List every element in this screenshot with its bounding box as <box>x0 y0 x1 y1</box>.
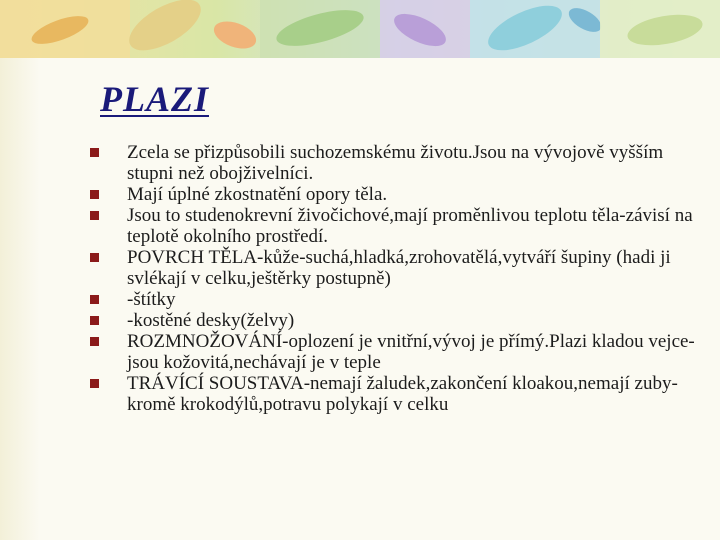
square-bullet-icon <box>90 379 99 388</box>
leaf-banner-decoration <box>0 0 720 58</box>
square-bullet-icon <box>90 190 99 199</box>
bullet-text: ROZMNOŽOVÁNÍ-oplození je vnitřní,vývoj je přímý.Plazi kladou vejce-jsou kožovitá,nechávají je v teple <box>127 331 695 373</box>
bullet-list <box>88 142 698 415</box>
square-bullet-icon <box>90 316 99 325</box>
list-item <box>88 205 698 247</box>
bullet-text: -kostěné desky(želvy) <box>127 310 295 331</box>
list-item <box>88 310 698 331</box>
slide-title: PLAZI <box>100 79 209 119</box>
list-item <box>88 373 698 415</box>
left-strip-decoration <box>0 0 40 540</box>
square-bullet-icon <box>90 295 99 304</box>
list-item <box>88 289 698 310</box>
bullet-text: -štítky <box>127 289 176 310</box>
bullet-text: TRÁVÍCÍ SOUSTAVA-nemají žaludek,zakončení kloakou,nemají zuby-kromě krokodýlů,potravu polykají v celku <box>127 373 678 415</box>
square-bullet-icon <box>90 148 99 157</box>
square-bullet-icon <box>90 211 99 220</box>
bullet-text: POVRCH TĚLA-kůže-suchá,hladká,zrohovatělá,vytváří šupiny (hadi ji svlékají v celku,ještěrky postupně) <box>127 247 671 289</box>
list-item <box>88 247 698 289</box>
square-bullet-icon <box>90 253 99 262</box>
list-item <box>88 142 698 184</box>
bullet-text: Jsou to studenokrevní živočichové,mají proměnlivou teplotu těla-závisí na teplotě okolního prostředí. <box>127 205 693 247</box>
list-item <box>88 331 698 373</box>
bullet-text: Mají úplné zkostnatění opory těla. <box>127 184 388 205</box>
square-bullet-icon <box>90 337 99 346</box>
bullet-text: Zcela se přizpůsobili suchozemskému životu.Jsou na vývojově vyšším stupni než obojživelníci. <box>127 142 664 184</box>
list-item <box>88 184 698 205</box>
